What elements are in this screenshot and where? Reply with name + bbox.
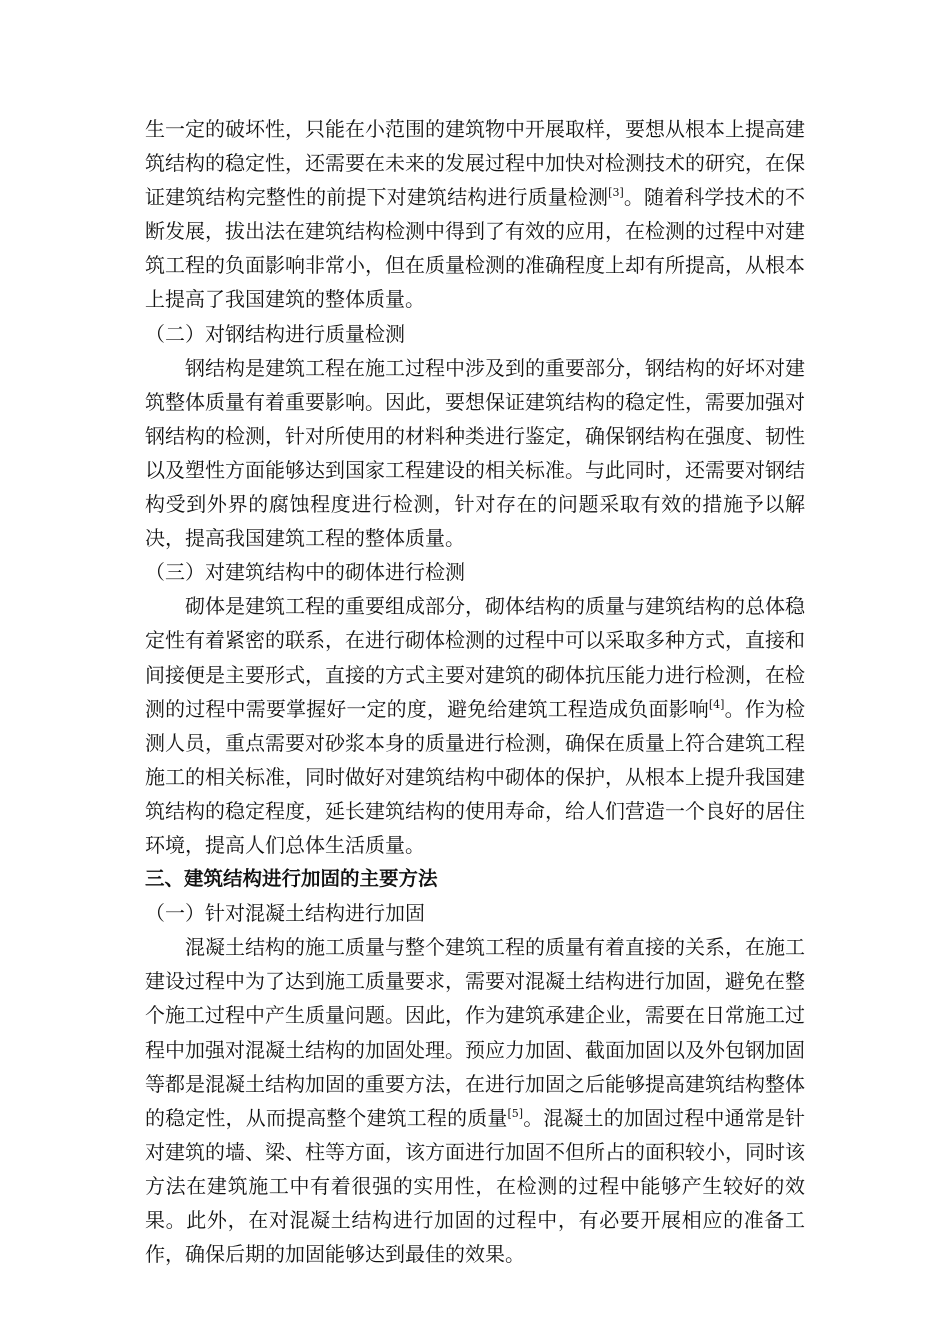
paragraph-text: 。作为检测人员，重点需要对砂浆本身的质量进行检测，确保在质量上符合建筑工程施工的相关标准，同时做好对建筑结构中砌体的保护，从根本上提升我国建筑结构的稳定程度，延长建筑结构的使用寿命，给人们营造一个良好的居住环境，提高人们总体生活质量。	[145, 696, 806, 857]
citation-ref: [3]	[608, 186, 624, 200]
paragraph-concrete	[145, 930, 805, 1271]
paragraph-text: 混凝土结构的施工质量与整个建筑工程的质量有着直接的关系，在施工建设过程中为了达到施工质量要求，需要对混凝土结构进行加固，避免在整个施工过程中产生质量问题。因此，作为建筑承建企业，需要在日常施工过程中加强对混凝土结构的加固处理。预应力加固、截面加固以及外包钢加固等都是混凝土结构加固的重要方法，在进行加固之后能够提高建筑结构整体的稳定性，从而提高整个建筑工程的质量	[145, 935, 805, 1130]
document-page	[145, 112, 805, 1271]
subheading-concrete: （一）针对混凝土结构进行加固	[145, 901, 425, 926]
subheading-steel-structure: （二）对钢结构进行质量检测	[145, 321, 405, 346]
paragraph-text: 。混凝土的加固过程中通常是针对建筑的墙、梁、柱等方面，该方面进行加固不但所占的面积较小，同时该方法在建筑施工中有着很强的实用性，在检测的过程中能够产生较好的效果。此外，在对混凝土结构进行加固的过程中，有必要开展相应的准备工作，确保后期的加固能够达到最佳的效果。	[145, 1105, 806, 1267]
paragraph-steel-structure: 钢结构是建筑工程在施工过程中涉及到的重要部分，钢结构的好坏对建筑整体质量有着重要影响。因此，要想保证建筑结构的稳定性，需要加强对钢结构的检测，针对所使用的材料种类进行鉴定，确保钢结构在强度、韧性以及塑性方面能够达到国家工程建设的相关标准。与此同时，还需要对钢结构受到外界的腐蚀程度进行检测，针对存在的问题采取有效的措施予以解决，提高我国建筑工程的整体质量。	[145, 355, 805, 551]
paragraph-text: 。随着科学技术的不断发展，拔出法在建筑结构检测中得到了有效的应用，在检测的过程中对建筑工程的负面影响非常小，但在质量检测的准确程度上却有所提高，从根本上提高了我国建筑的整体质量。	[145, 185, 806, 312]
subheading-masonry: （三）对建筑结构中的砌体进行检测	[145, 560, 465, 585]
citation-ref: [4]	[708, 697, 725, 711]
citation-ref: [5]	[507, 1106, 524, 1120]
paragraph-sampling	[145, 112, 805, 317]
section-heading-reinforcement: 三、建筑结构进行加固的主要方法	[145, 867, 438, 891]
paragraph-masonry	[145, 589, 805, 862]
paragraph-text: 砌体是建筑工程的重要组成部分，砌体结构的质量与建筑结构的总体稳定性有着紧密的联系，在进行砌体检测的过程中可以采取多种方式，直接和间接便是主要形式，直接的方式主要对建筑的砌体抗压能力进行检测，在检测的过程中需要掌握好一定的度，避免给建筑工程造成负面影响	[145, 594, 805, 721]
paragraph-text: 生一定的破坏性，只能在小范围的建筑物中开展取样，要想从根本上提高建筑结构的稳定性，还需要在未来的发展过程中加快对检测技术的研究，在保证建筑结构完整性的前提下对建筑结构进行质量检测	[145, 117, 805, 210]
